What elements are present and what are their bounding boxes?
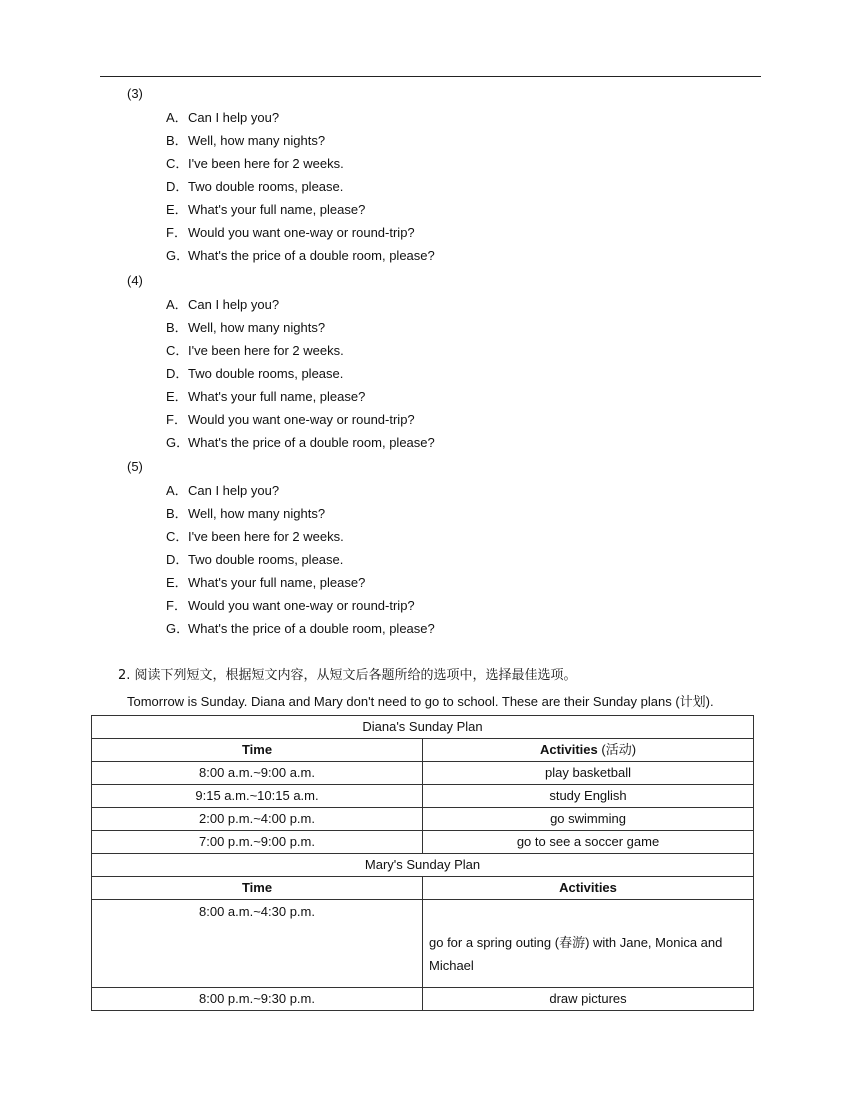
answer-option <box>166 482 279 500</box>
option-text: What's the price of a double room, please? <box>188 435 435 450</box>
answer-option <box>166 201 365 219</box>
option-letter: A． <box>166 297 188 312</box>
sunday-plan-table <box>91 715 754 1011</box>
table-row <box>92 877 754 900</box>
option-text: Can I help you? <box>188 110 280 125</box>
option-text: Can I help you? <box>188 483 280 498</box>
answer-option <box>166 296 279 314</box>
option-letter: C． <box>166 343 189 358</box>
option-text: Well, how many nights? <box>188 506 326 521</box>
diana-plan-title: Diana's Sunday Plan <box>92 716 754 739</box>
table-cell-time: 8:00 a.m.~9:00 a.m. <box>92 762 423 785</box>
option-letter: G． <box>166 248 190 263</box>
answer-option <box>166 155 344 173</box>
option-letter: G． <box>166 621 190 636</box>
option-text: What's your full name, please? <box>188 389 366 404</box>
option-letter: B． <box>166 320 188 335</box>
table-cell-activity: study English <box>423 785 754 808</box>
option-letter: G． <box>166 435 190 450</box>
answer-option <box>166 178 343 196</box>
option-letter: D． <box>166 366 189 381</box>
option-letter: F． <box>166 412 187 427</box>
option-text: Two double rooms, please. <box>188 179 344 194</box>
activities-header-cn: (活动) <box>601 742 637 757</box>
answer-option <box>166 505 325 523</box>
answer-option <box>166 411 415 429</box>
question-number: (3) <box>127 86 143 101</box>
answer-option <box>166 224 415 242</box>
option-text: What's the price of a double room, please? <box>188 248 435 263</box>
option-text: Would you want one-way or round-trip? <box>188 225 415 240</box>
option-letter: E． <box>166 389 188 404</box>
answer-option <box>166 365 343 383</box>
table-cell-time: 9:15 a.m.~10:15 a.m. <box>92 785 423 808</box>
option-text: Would you want one-way or round-trip? <box>188 412 415 427</box>
option-text: What's your full name, please? <box>188 575 366 590</box>
option-letter: E． <box>166 575 188 590</box>
answer-option <box>166 388 365 406</box>
answer-option <box>166 342 344 360</box>
table-cell-activity: draw pictures <box>423 988 754 1011</box>
table-row <box>92 988 754 1011</box>
table-cell-activity: go to see a soccer game <box>423 831 754 854</box>
option-letter: E． <box>166 202 188 217</box>
answer-option <box>166 620 435 638</box>
option-text: I've been here for 2 weeks. <box>188 156 344 171</box>
time-header: Time <box>92 739 423 762</box>
section-2-lead: Tomorrow is Sunday. Diana and Mary don't need to go to school. These are their Sunday plans (计划). <box>127 694 714 709</box>
table-row <box>92 716 754 739</box>
option-text: Well, how many nights? <box>188 133 326 148</box>
table-cell-activity: go swimming <box>423 808 754 831</box>
option-text: I've been here for 2 weeks. <box>188 529 344 544</box>
table-row <box>92 762 754 785</box>
mary-time-header: Time <box>92 877 423 900</box>
answer-option <box>166 574 365 592</box>
option-text: What's your full name, please? <box>188 202 366 217</box>
option-letter: A． <box>166 110 188 125</box>
activities-header <box>423 739 754 762</box>
mary-plan-title: Mary's Sunday Plan <box>92 854 754 877</box>
answer-option <box>166 247 435 265</box>
table-cell-activity: play basketball <box>423 762 754 785</box>
answer-option <box>166 528 344 546</box>
answer-option <box>166 109 279 127</box>
table-cell-time: 7:00 p.m.~9:00 p.m. <box>92 831 423 854</box>
table-row <box>92 739 754 762</box>
option-letter: C． <box>166 529 189 544</box>
table-row <box>92 785 754 808</box>
question-number: (5) <box>127 459 143 474</box>
option-text: What's the price of a double room, please? <box>188 621 435 636</box>
option-letter: C． <box>166 156 189 171</box>
table-cell-activity: go for a spring outing (春游) with Jane, Monica and Michael <box>423 900 754 988</box>
table-row <box>92 808 754 831</box>
answer-option <box>166 434 435 452</box>
answer-option <box>166 551 343 569</box>
option-letter: D． <box>166 552 189 567</box>
header-rule <box>100 76 761 77</box>
answer-option <box>166 597 415 615</box>
table-row <box>92 900 754 988</box>
option-text: Well, how many nights? <box>188 320 326 335</box>
table-cell-time: 8:00 a.m.~4:30 p.m. <box>92 900 423 988</box>
option-letter: D． <box>166 179 189 194</box>
table-row <box>92 831 754 854</box>
question-number: (4) <box>127 273 143 288</box>
section-2-instruction: 2. 阅读下列短文，根据短文内容，从短文后各题所给的选项中，选择最佳选项。 <box>118 668 577 683</box>
option-letter: A． <box>166 483 188 498</box>
answer-option <box>166 132 325 150</box>
option-text: Can I help you? <box>188 297 280 312</box>
answer-option <box>166 319 325 337</box>
option-text: Two double rooms, please. <box>188 552 344 567</box>
option-text: Would you want one-way or round-trip? <box>188 598 415 613</box>
option-text: Two double rooms, please. <box>188 366 344 381</box>
option-letter: B． <box>166 133 188 148</box>
table-cell-time: 8:00 p.m.~9:30 p.m. <box>92 988 423 1011</box>
option-text: I've been here for 2 weeks. <box>188 343 344 358</box>
option-letter: F． <box>166 225 187 240</box>
activities-header-label: Activities <box>539 742 598 757</box>
table-row <box>92 854 754 877</box>
option-letter: B． <box>166 506 188 521</box>
mary-activities-header: Activities <box>423 877 754 900</box>
table-cell-time: 2:00 p.m.~4:00 p.m. <box>92 808 423 831</box>
option-letter: F． <box>166 598 187 613</box>
